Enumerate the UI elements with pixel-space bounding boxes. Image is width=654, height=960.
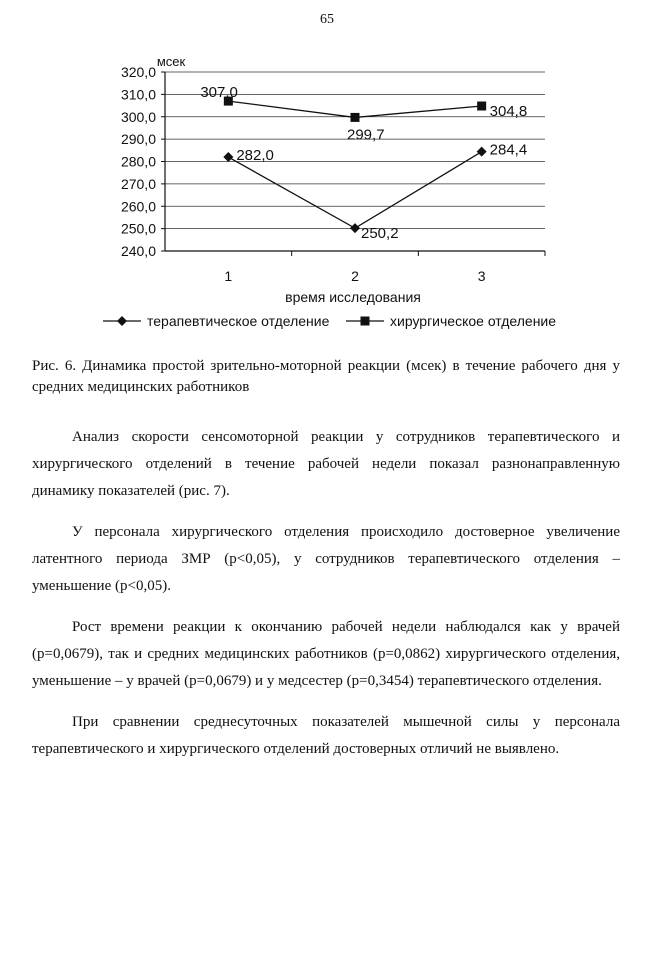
page-number: 65 — [320, 12, 334, 27]
y-tick-label: 310,0 — [120, 86, 156, 103]
data-label: 299,7 — [347, 126, 385, 144]
paragraph: При сравнении среднесуточных показателей мышечной силы у персонала терапевтического и хирургического отделений достоверных отличий не выявлено. — [32, 714, 620, 757]
y-tick-label: 240,0 — [120, 243, 156, 259]
y-tick-label: 280,0 — [120, 153, 156, 170]
data-label: 282,0 — [236, 147, 274, 165]
x-tick-label: 3 — [477, 268, 486, 284]
paragraph: У персонала хирургического отделения происходило достоверное увеличение латентного периода ЗМР (p<0,05), у сотрудников терапевтического отделения – уменьшение (p<0,05). — [32, 524, 620, 594]
legend-marker-diamond — [117, 316, 127, 326]
paragraph: Рост времени реакции к окончанию рабочей недели наблюдался как у врачей (p=0,0679), так и средних медицинских работников (p=0,0862) хирургического отделения, уменьшение – у врачей (p=0,0679) и у медсестер (p=0,3454) терапевтического отделения. — [32, 619, 620, 689]
y-axis-label: мсек — [156, 54, 186, 69]
legend-label: терапевтическое отделение — [147, 313, 330, 329]
legend-label: хирургическое отделение — [390, 313, 557, 329]
paragraph: Анализ скорости сенсомоторной реакции у сотрудников терапевтического и хирургического отделений в течение рабочей недели показал разнонаправленную динамику показателей (рис. 7). — [32, 429, 620, 499]
y-tick-label: 300,0 — [120, 108, 156, 125]
data-point-diamond — [350, 223, 360, 233]
y-tick-label: 260,0 — [120, 198, 156, 215]
body-text — [32, 424, 620, 777]
x-axis-label: время исследования — [285, 289, 421, 305]
y-tick-label: 250,0 — [120, 220, 156, 237]
data-label: 304,8 — [489, 103, 528, 121]
x-tick-label: 1 — [224, 268, 233, 284]
data-point-diamond — [223, 152, 233, 162]
data-label: 250,2 — [361, 225, 399, 243]
y-tick-label: 320,0 — [120, 64, 156, 80]
data-point-square — [351, 113, 360, 122]
legend-marker-square — [361, 317, 370, 326]
y-tick-label: 290,0 — [120, 131, 156, 148]
data-label: 284,4 — [489, 141, 528, 159]
data-label: 307,0 — [200, 84, 238, 102]
figure-caption: Рис. 6. Динамика простой зрительно-моторной реакции (мсек) в течение рабочего дня у средних медицинских работников — [32, 358, 620, 395]
line-chart — [0, 0, 654, 345]
data-point-square — [477, 102, 486, 111]
data-point-diamond — [477, 147, 487, 157]
y-tick-label: 270,0 — [120, 175, 156, 192]
x-tick-label: 2 — [351, 268, 359, 284]
